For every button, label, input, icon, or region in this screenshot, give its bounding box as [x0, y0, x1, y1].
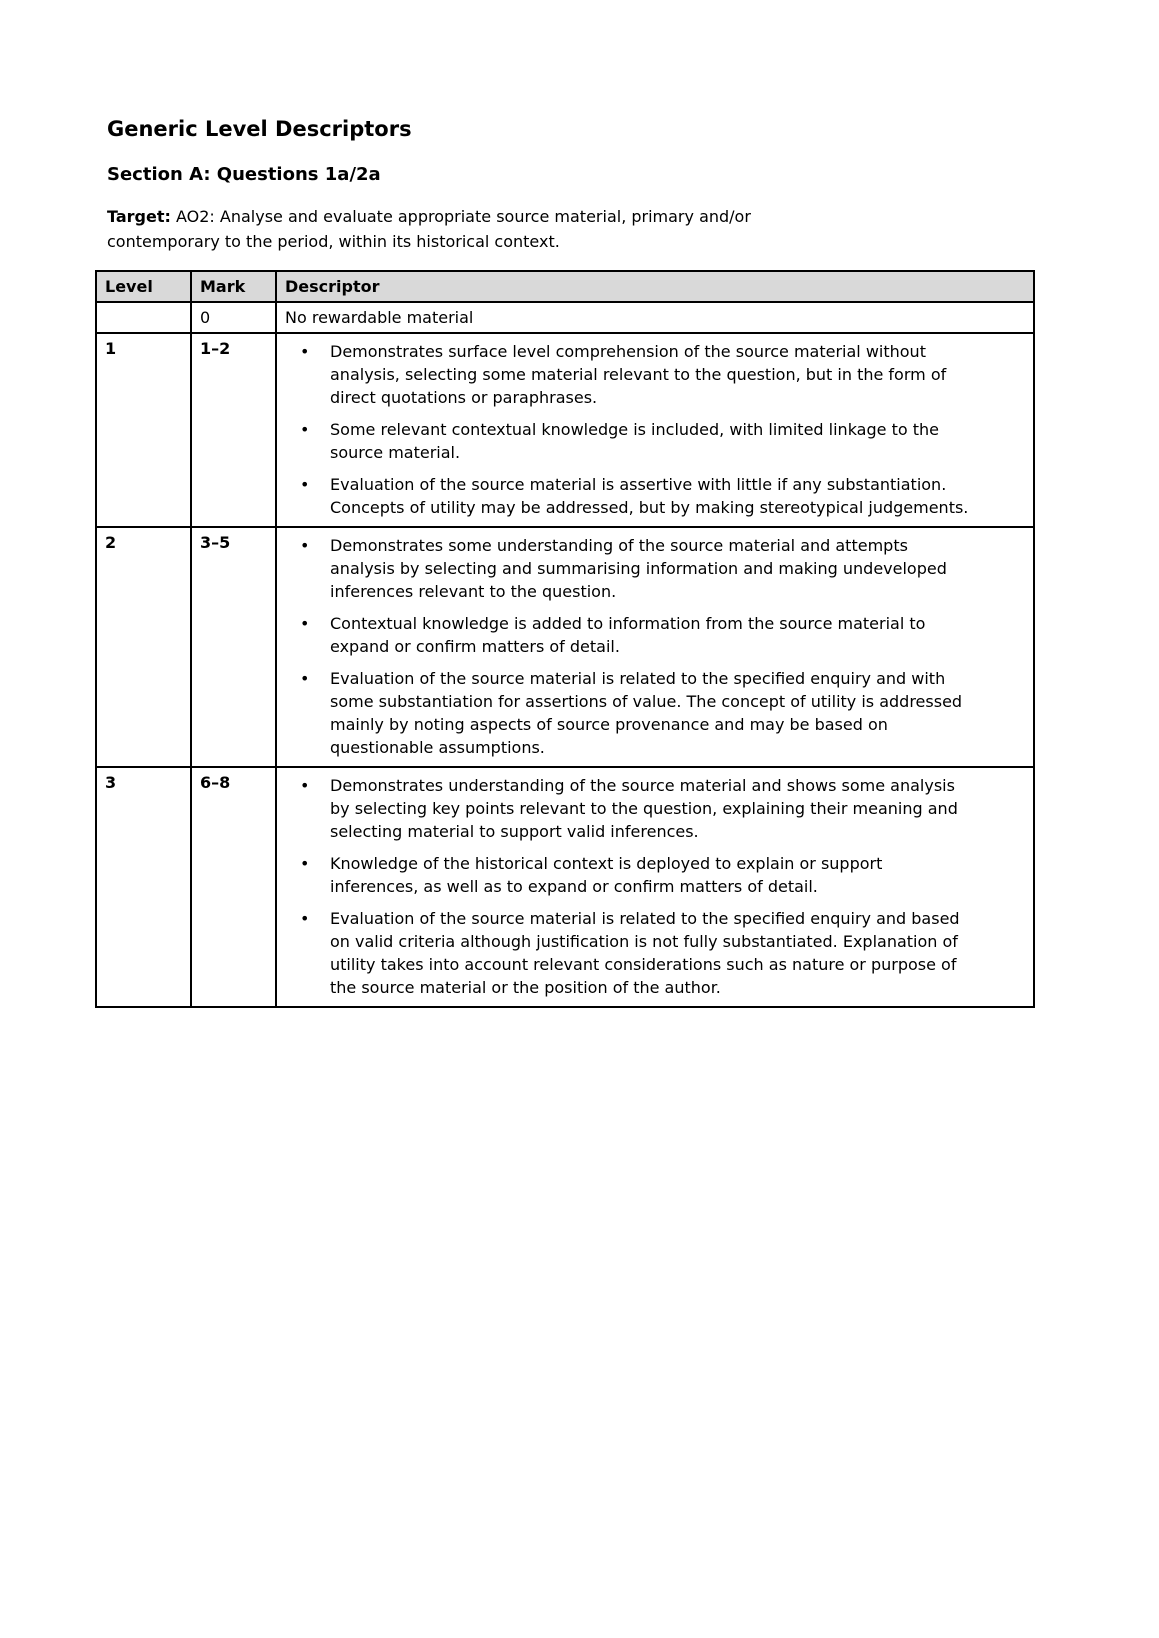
descriptor-bullet: • Demonstrates understanding of the source material and shows some analysis by selecting key points relevant to the question, explaining their meaning and selecting material to support valid inferences.: [300, 774, 970, 843]
section-heading: Section A: Questions 1a/2a: [107, 164, 381, 185]
mark-cell: 0: [191, 302, 276, 333]
descriptor-bullet: • Some relevant contextual knowledge is included, with limited linkage to the source material.: [300, 418, 970, 464]
descriptor-cell: [276, 767, 1034, 1007]
descriptor-bullet-list: [285, 337, 1025, 523]
column-header-level: Level: [96, 271, 191, 302]
descriptor-cell: [276, 333, 1034, 527]
descriptor-bullet-list: [285, 531, 1025, 763]
level-descriptors-table: [95, 270, 1035, 1008]
descriptor-bullet: • Demonstrates surface level comprehension of the source material without analysis, selecting some material relevant to the question, but in the form of direct quotations or paraphrases.: [300, 340, 970, 409]
mark-cell: 6–8: [191, 767, 276, 1007]
column-header-descriptor: Descriptor: [276, 271, 1034, 302]
table-row-level-3: [96, 767, 1034, 1007]
page-title: Generic Level Descriptors: [107, 117, 412, 141]
target-text: AO2: Analyse and evaluate appropriate source material, primary and/or contemporary to the period, within its historical context.: [107, 207, 751, 251]
mark-cell: 3–5: [191, 527, 276, 767]
descriptor-cell: No rewardable material: [276, 302, 1034, 333]
level-cell: 1: [96, 333, 191, 527]
descriptor-bullet: • Evaluation of the source material is assertive with little if any substantiation. Concepts of utility may be addressed, but by making stereotypical judgements.: [300, 473, 970, 519]
target-paragraph: [107, 204, 817, 254]
mark-cell: 1–2: [191, 333, 276, 527]
column-header-mark: Mark: [191, 271, 276, 302]
table-row-level-2: [96, 527, 1034, 767]
table-row-no-reward: [96, 302, 1034, 333]
descriptor-cell: [276, 527, 1034, 767]
level-cell: [96, 302, 191, 333]
level-cell: 2: [96, 527, 191, 767]
descriptor-bullet: • Evaluation of the source material is related to the specified enquiry and with some substantiation for assertions of value. The concept of utility is addressed mainly by noting aspects of source provenance and may be based on questionable assumptions.: [300, 667, 970, 759]
target-label: Target:: [107, 207, 171, 226]
descriptor-bullet: • Knowledge of the historical context is deployed to explain or support inferences, as well as to expand or confirm matters of detail.: [300, 852, 970, 898]
level-cell: 3: [96, 767, 191, 1007]
table-row-level-1: [96, 333, 1034, 527]
descriptor-bullet-list: [285, 771, 1025, 1003]
descriptor-bullet: • Demonstrates some understanding of the source material and attempts analysis by selecting and summarising information and making undeveloped inferences relevant to the question.: [300, 534, 970, 603]
table-header-row: [96, 271, 1034, 302]
descriptor-bullet: • Evaluation of the source material is related to the specified enquiry and based on valid criteria although justification is not fully substantiated. Explanation of utility takes into account relevant considerations such as nature or purpose of the source material or the position of the author.: [300, 907, 970, 999]
descriptor-bullet: • Contextual knowledge is added to information from the source material to expand or confirm matters of detail.: [300, 612, 970, 658]
